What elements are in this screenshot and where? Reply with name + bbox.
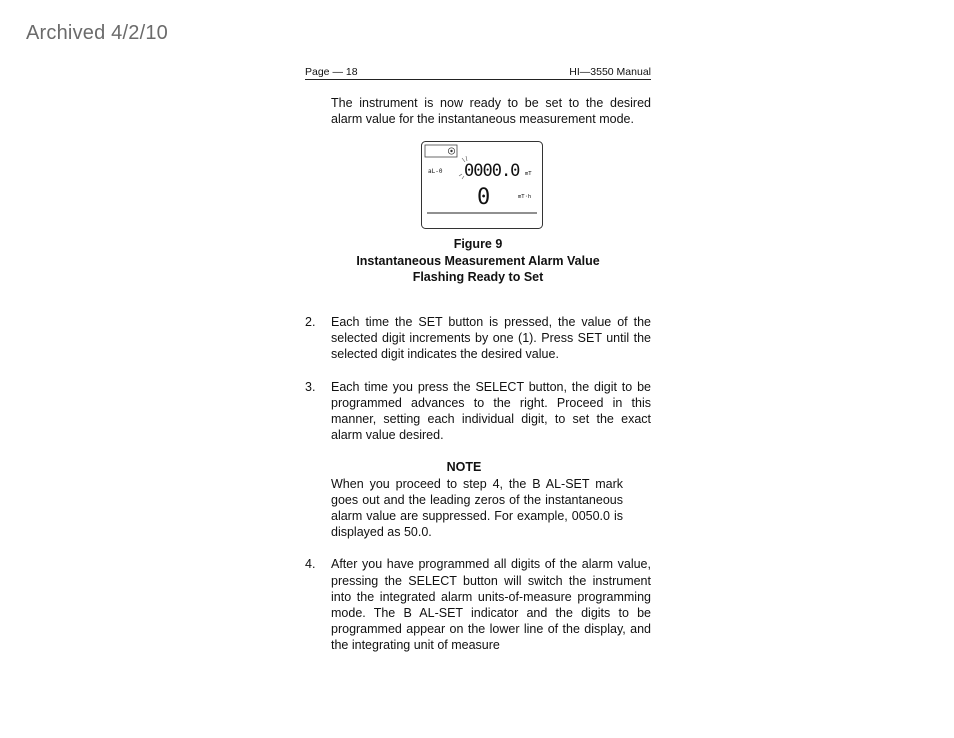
step-text: Each time you press the SELECT button, the digit to be programmed advances to the right. Proceed in this manner, setting each individual digit, to set the exact alarm value desired. — [331, 379, 651, 443]
figure-number: Figure 9 — [453, 237, 503, 252]
archived-watermark: Archived 4/2/10 — [26, 22, 168, 44]
step-text: After you have programmed all digits of the alarm value, pressing the SELECT button will switch the instrument into the integrated alarm units-of-measure programming mode. The B AL-SET indicator and the digits to be programmed appear on the lower line of the display, and the integrating unit of measure — [331, 557, 651, 653]
figure-title-line2: Flashing Ready to Set — [412, 269, 544, 284]
page-number: Page — 18 — [305, 66, 358, 78]
lcd-figure — [421, 141, 543, 229]
note-body: When you proceed to step 4, the B AL-SET mark goes out and the leading zeros of the instantaneous alarm value are suppressed. For example, 0050.0 is displayed as 50.0. — [331, 476, 623, 540]
step-number: 4. — [305, 557, 316, 572]
figure-title-line1: Instantaneous Measurement Alarm Value — [356, 253, 600, 268]
step-4 — [305, 556, 651, 653]
lcd-bottom-unit: mT·h — [518, 194, 532, 201]
step-number: 2. — [305, 315, 316, 330]
running-header — [305, 64, 651, 80]
manual-title: HI—3550 Manual — [569, 66, 651, 78]
lcd-mode-label: aL-0 — [428, 168, 443, 176]
lcd-display-illustration — [421, 141, 543, 229]
figure-caption — [305, 236, 651, 285]
lcd-top-unit: mT — [525, 171, 532, 178]
lcd-bottom-value: 0 — [477, 185, 491, 211]
note-title: NOTE — [446, 460, 482, 475]
intro-paragraph: The instrument is now ready to be set to the desired alarm value for the instantaneous measurement mode. — [331, 96, 651, 127]
step-3 — [305, 379, 651, 444]
step-text: Each time the SET button is pressed, the value of the selected digit increments by one (1). Press SET until the selected digit indicates the desired value. — [331, 315, 651, 362]
step-number: 3. — [305, 379, 316, 394]
manual-page — [305, 64, 651, 654]
step-2 — [305, 314, 651, 363]
lcd-top-value: 0000.0 — [464, 161, 520, 182]
